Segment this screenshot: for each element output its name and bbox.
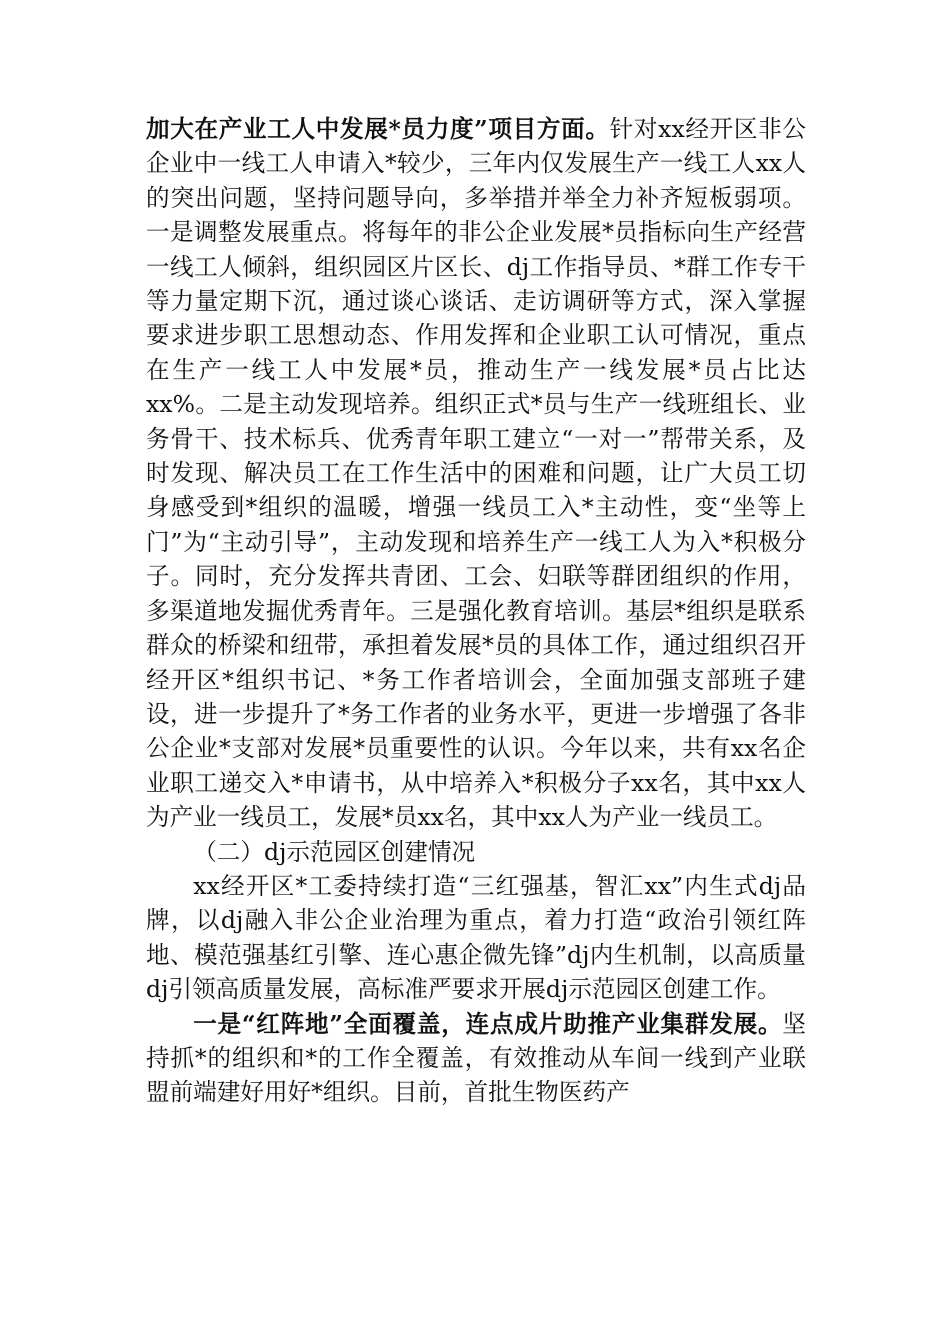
paragraph-red-position: [146, 1007, 806, 1110]
paragraph-body: 坚持抓*的组织和*的工作全覆盖，有效推动从车间一线到产业联盟前端建好用好*组织。目前，首批生物医药产: [146, 1009, 806, 1107]
paragraph-lead-bold: 加大在产业工人中发展*员力度”项目方面。: [146, 115, 610, 143]
paragraph-demo-park-overview: xx经开区*工委持续打造“三红强基，智汇xx”内生式dj品牌，以dj融入非公企业治理为重点，着力打造“政治引领红阵地、模范强基红引擎、连心惠企微先锋”dj内生机制，以高质量dj引领高质量发展，高标准严要求开展dj示范园区创建工作。: [146, 871, 806, 1004]
document-page: [146, 112, 806, 1110]
paragraph-party-member-development: [146, 112, 806, 835]
paragraph-body: 针对xx经开区非公企业中一线工人申请入*较少，三年内仅发展生产一线工人xx人的突出问题，坚持问题导向，多举措并举全力补齐短板弱项。一是调整发展重点。将每年的非公企业发展*员指标向生产经营一线工人倾斜，组织园区片区长、dj工作指导员、*群工作专干等力量定期下沉，通过谈心谈话、走访调研等方式，深入掌握要求进步职工思想动态、作用发挥和企业职工认可情况，重点在生产一线工人中发展*员，推动生产一线发展*员占比达xx%。二是主动发现培养。组织正式*员与生产一线班组长、业务骨干、技术标兵、优秀青年职工建立“一对一”帮带关系，及时发现、解决员工在工作生活中的困难和问题，让广大员工切身感受到*组织的温暖，增强一线员工入*主动性，变“坐等上门”为“主动引导”，主动发现和培养生产一线工人为入*积极分子。同时，充分发挥共青团、工会、妇联等群团组织的作用，多渠道地发掘优秀青年。三是强化教育培训。基层*组织是联系群众的桥梁和纽带，承担着发展*员的具体工作，通过组织召开经开区*组织书记、*务工作者培训会，全面加强支部班子建设，进一步提升了*务工作者的业务水平，更进一步增强了各非公企业*支部对发展*员重要性的认识。今年以来，共有xx名企业职工递交入*申请书，从中培养入*积极分子xx名，其中xx人为产业一线员工，发展*员xx名，其中xx人为产业一线员工。: [146, 115, 806, 832]
paragraph-lead-bold: 一是“红阵地”全面覆盖，连点成片助推产业集群发展。: [193, 1009, 783, 1038]
section-heading-demo-park: （二）dj示范园区创建情况: [193, 837, 476, 866]
